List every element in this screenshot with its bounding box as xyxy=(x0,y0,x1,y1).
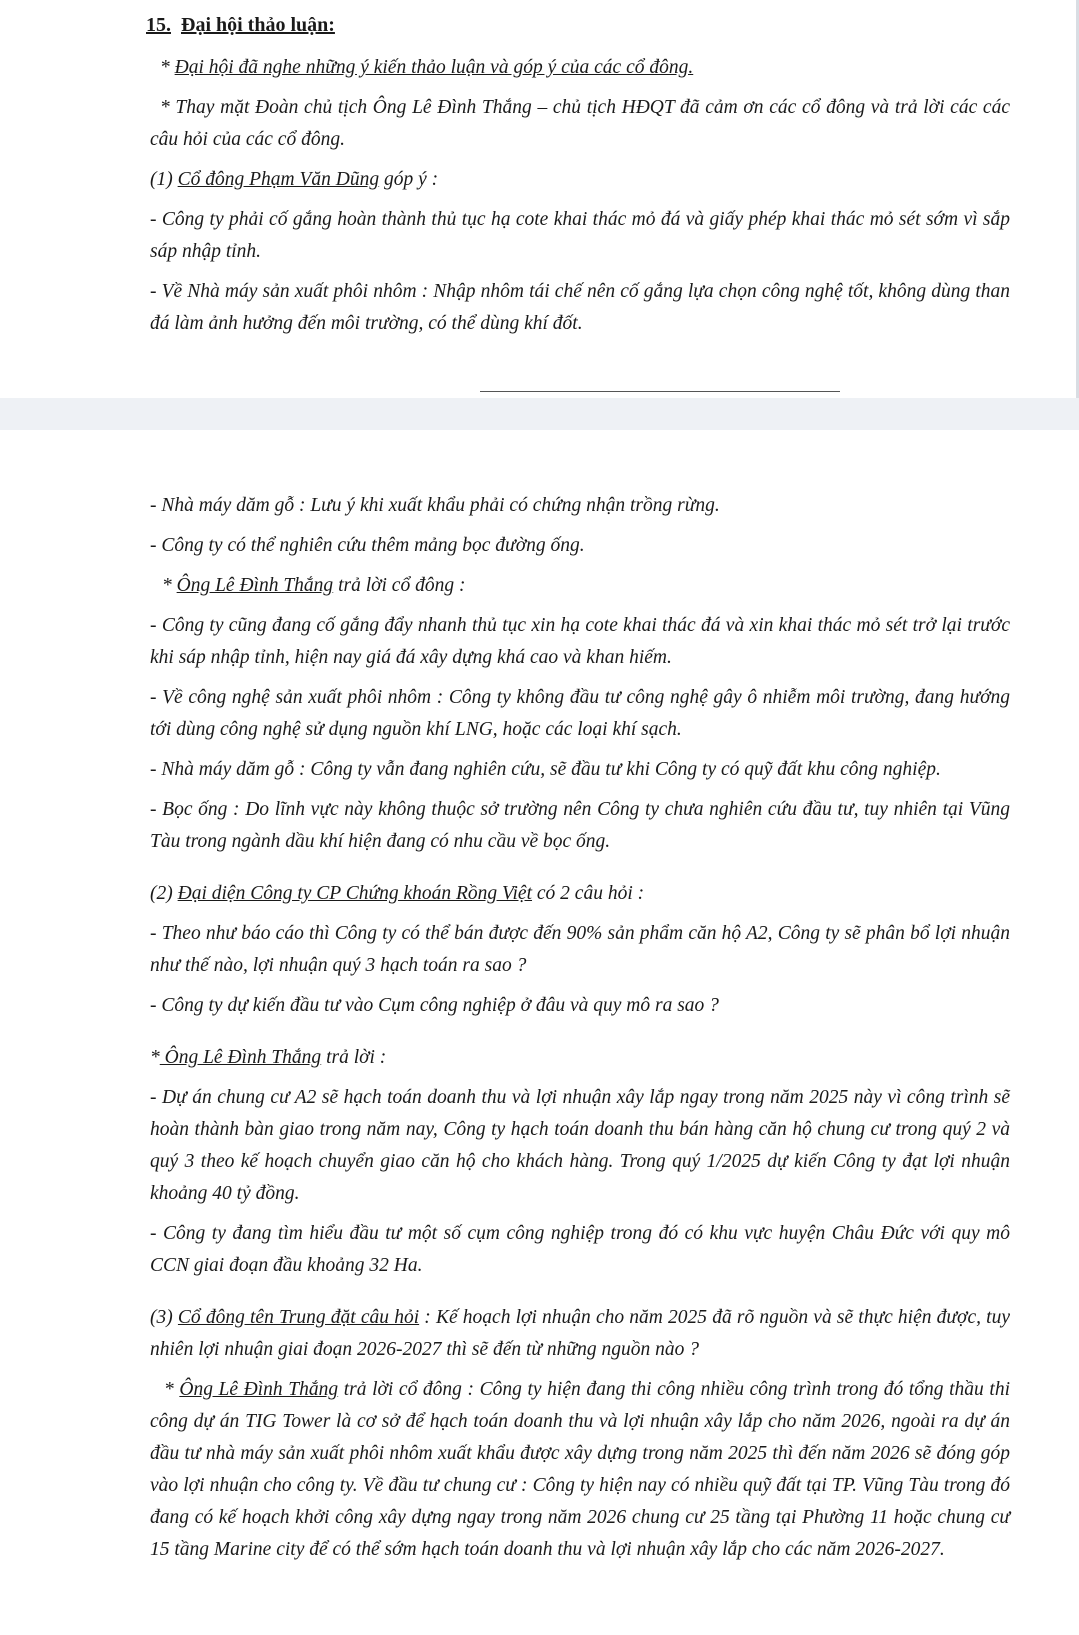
answer-2-label: * Ông Lê Đình Thắng trả lời : xyxy=(150,1047,387,1068)
page-separator xyxy=(0,398,1079,434)
section-number: 15. xyxy=(146,14,171,36)
section-heading xyxy=(146,12,1010,38)
question-3: (3) Cổ đông tên Trung đặt câu hỏi : Kế hoạch lợi nhuận cho năm 2025 đã rõ nguồn và sẽ thực hiện được, tuy nhiên lợi nhuận giai đoạn 2026-2027 thì sẽ đến từ những nguồn nào ? xyxy=(150,1307,1010,1360)
question-1-label: (1) Cổ đông Phạm Văn Dũng góp ý : xyxy=(150,169,439,190)
answer-1-point-2: - Về công nghệ sản xuất phôi nhôm : Công ty không đầu tư công nghệ gây ô nhiễm môi trường, đang hướng tới dùng công nghệ sử dụng nguồn khí LNG, hoặc các loại khí sạch. xyxy=(150,687,1010,740)
question-1-point-2: - Về Nhà máy sản xuất phôi nhôm : Nhập nhôm tái chế nên cố gắng lựa chọn công nghệ tốt, không dùng than đá làm ảnh hưởng đến môi trường, có thể dùng khí đốt. xyxy=(150,281,1010,334)
question-1-point-3: - Nhà máy dăm gỗ : Lưu ý khi xuất khẩu phải có chứng nhận trồng rừng. xyxy=(150,495,720,516)
intro-paragraph-2: * Thay mặt Đoàn chủ tịch Ông Lê Đình Thắng – chủ tịch HĐQT đã cảm ơn các cổ đông và trả lời các các câu hỏi của các cổ đông. xyxy=(150,97,1010,150)
answer-1-point-1: - Công ty cũng đang cố gắng đẩy nhanh thủ tục xin hạ cote khai thác đá và xin khai thác mỏ sét trở lại trước khi sáp nhập tỉnh, hiện nay giá đá xây dựng khá cao và khan hiếm. xyxy=(150,615,1010,668)
document-page-top xyxy=(0,0,1079,398)
answer-1-point-3: - Nhà máy dăm gỗ : Công ty vẫn đang nghiên cứu, sẽ đầu tư khi Công ty có quỹ đất khu công nghiệp. xyxy=(150,759,941,780)
answer-2-point-1: - Dự án chung cư A2 sẽ hạch toán doanh thu và lợi nhuận xây lắp ngay trong năm 2025 này vì công trình sẽ hoàn thành bàn giao trong năm nay, Công ty hạch toán doanh thu bán hàng căn hộ chung cư trong quý 2 và quý 3 theo kế hoạch chuyển giao căn hộ cho khách hàng. Trong quý 1/2025 dự kiến Công ty đạt lợi nhuận khoảng 40 tỷ đồng. xyxy=(150,1087,1010,1204)
question-1-point-4: - Công ty có thể nghiên cứu thêm mảng bọc đường ống. xyxy=(150,535,585,556)
answer-1-point-4: - Bọc ống : Do lĩnh vực này không thuộc sở trường nên Công ty chưa nghiên cứu đầu tư, tuy nhiên tại Vũng Tàu trong ngành dầu khí hiện đang có nhu cầu về bọc ống. xyxy=(150,799,1010,852)
question-1-point-1: - Công ty phải cố gắng hoàn thành thủ tục hạ cote khai thác mỏ đá và giấy phép khai thác mỏ sét sớm vì sắp sáp nhập tỉnh. xyxy=(150,209,1010,262)
intro-paragraph-1: * Đại hội đã nghe những ý kiến thảo luận và góp ý của các cổ đông. xyxy=(160,57,694,78)
question-2-label: (2) Đại diện Công ty CP Chứng khoán Rồng Việt có 2 câu hỏi : xyxy=(150,883,645,904)
page-bottom-content xyxy=(150,490,1010,1574)
question-2-point-2: - Công ty dự kiến đầu tư vào Cụm công nghiệp ở đâu và quy mô ra sao ? xyxy=(150,995,719,1016)
page-bottom-rule xyxy=(480,391,840,392)
answer-2-point-2: - Công ty đang tìm hiểu đầu tư một số cụm công nghiệp trong đó có khu vực huyện Châu Đức với quy mô CCN giai đoạn đầu khoảng 32 Ha. xyxy=(150,1223,1010,1276)
page-top-content xyxy=(146,12,1010,348)
question-2-point-1: - Theo như báo cáo thì Công ty có thể bán được đến 90% sản phẩm căn hộ A2, Công ty sẽ phân bổ lợi nhuận như thế nào, lợi nhuận quý 3 hạch toán ra sao ? xyxy=(150,923,1010,976)
section-title: Đại hội thảo luận: xyxy=(181,14,335,36)
answer-3: * Ông Lê Đình Thắng trả lời cổ đông : Công ty hiện đang thi công nhiều công trình trong đó tổng thầu thi công dự án TIG Tower là cơ sở để hạch toán doanh thu và lợi nhuận xây lắp cho năm 2026, ngoài ra dự án đầu tư nhà máy sản xuất phôi nhôm xuất khẩu được xây dựng trong năm 2025 thì đến năm 2026 sẽ đóng góp vào lợi nhuận cho công ty. Về đầu tư chung cư : Công ty hiện nay có nhiều quỹ đất tại TP. Vũng Tàu trong đó đang có kế hoạch khởi công xây dựng ngay trong năm 2026 chung cư 25 tầng tại Phường 11 hoặc chung cư 15 tầng Marine city để có thể sớm hạch toán doanh thu và lợi nhuận xây lắp cho các năm 2026-2027. xyxy=(150,1379,1010,1560)
answer-1-label: * Ông Lê Đình Thắng trả lời cổ đông : xyxy=(162,575,466,596)
